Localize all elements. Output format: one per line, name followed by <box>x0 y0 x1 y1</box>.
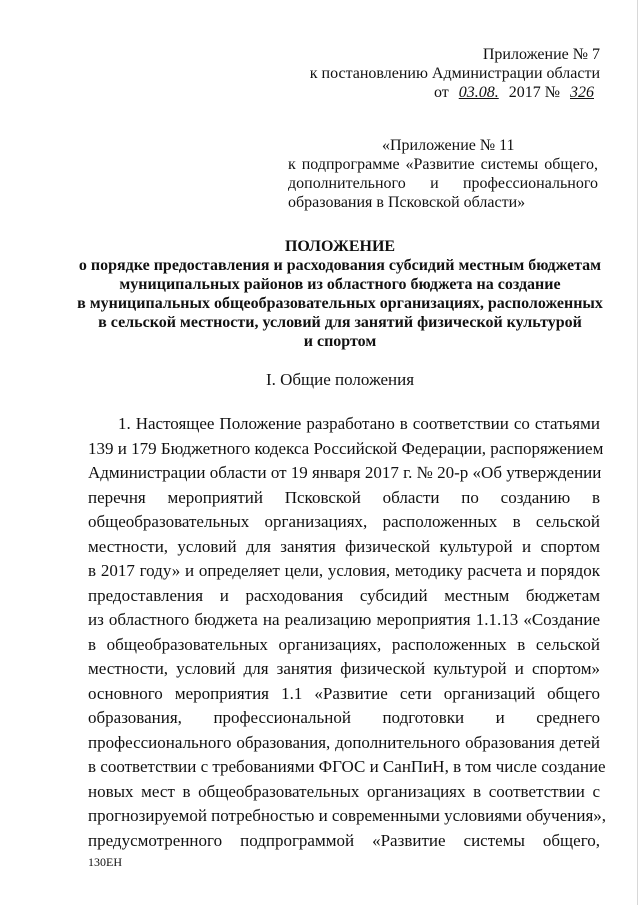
subprogram-reference <box>288 136 598 212</box>
footer-code: 130ЕН <box>88 855 122 869</box>
body-line: прогнозируемой потребностью и современными условиями обучения», <box>88 806 607 825</box>
body-line: Администрации области от 19 января 2017 г. № 20-р «Об утверждении <box>88 463 602 482</box>
year-label: 2017 № <box>508 84 560 101</box>
appendix-number: Приложение № 7 <box>482 46 600 63</box>
title-heading: ПОЛОЖЕНИЕ <box>284 238 396 255</box>
body-line: профессионального образования, дополнительного образования детей <box>88 732 600 752</box>
date-prefix: от <box>433 84 449 101</box>
body-line: в общеобразовательных организациях, расположенных в сельской <box>88 634 600 654</box>
appendix-resolution-ref: к постановлению Администрации области <box>309 65 600 82</box>
body-line: местности, условий для занятия физической культурой и спортом <box>88 536 600 556</box>
ref-line-3: дополнительного и профессионального <box>288 175 598 192</box>
body-line: в соответствии с требованиями ФГОС и СанПиН, в том числе создание <box>88 757 606 776</box>
body-line: местности, условий для занятия физической культурой и спортом» <box>88 659 600 678</box>
appendix-header <box>300 45 600 102</box>
title-line: и спортом <box>303 333 377 350</box>
title-line: в муниципальных общеобразовательных организациях, расположенных <box>77 295 603 312</box>
body-line: в 2017 году» и определяет цели, условия, методику расчета и порядок <box>88 561 600 580</box>
body-line: перечня мероприятий Псковской области по созданию в <box>88 487 600 507</box>
body-line: предоставления и расходования субсидий местным бюджетам <box>88 585 600 605</box>
body-line: из областного бюджета на реализацию мероприятия 1.1.13 «Создание <box>88 610 600 629</box>
document-title <box>60 237 620 351</box>
body-line: образования, профессиональной подготовки и среднего <box>88 708 600 727</box>
handwritten-date: 03.08. <box>458 84 499 101</box>
body-line: предусмотренного подпрограммой «Развитие системы общего, <box>88 830 600 850</box>
handwritten-number: 326 <box>570 84 594 101</box>
ref-line-4: образования в Псковской области» <box>288 194 526 211</box>
appendix-date-line <box>300 83 600 102</box>
title-line: муниципальных районов из областного бюджета на создание <box>119 276 561 293</box>
body-line: 139 и 179 Бюджетного кодекса Российской Федерации, распоряжением <box>88 438 604 458</box>
section-heading: I. Общие положения <box>265 370 415 389</box>
scan-edge-line <box>637 0 638 905</box>
body-paragraph <box>88 412 607 853</box>
body-line: общеобразовательных организациях, расположенных в сельской <box>88 512 600 531</box>
ref-appendix-number: «Приложение № 11 <box>382 137 515 154</box>
ref-line-2: к подпрограмме «Развитие системы общего, <box>288 156 598 173</box>
title-line: в сельской местности, условий для занятий физической культурой <box>98 314 582 331</box>
body-line: новых мест в общеобразовательных организациях в соответствии с <box>88 781 600 801</box>
body-line: 1. Настоящее Положение разработано в соответствии со статьями <box>118 414 600 433</box>
body-line: основного мероприятия 1.1 «Развитие сети организаций общего <box>88 683 600 703</box>
title-line: о порядке предоставления и расходования субсидий местным бюджетам <box>78 257 602 274</box>
